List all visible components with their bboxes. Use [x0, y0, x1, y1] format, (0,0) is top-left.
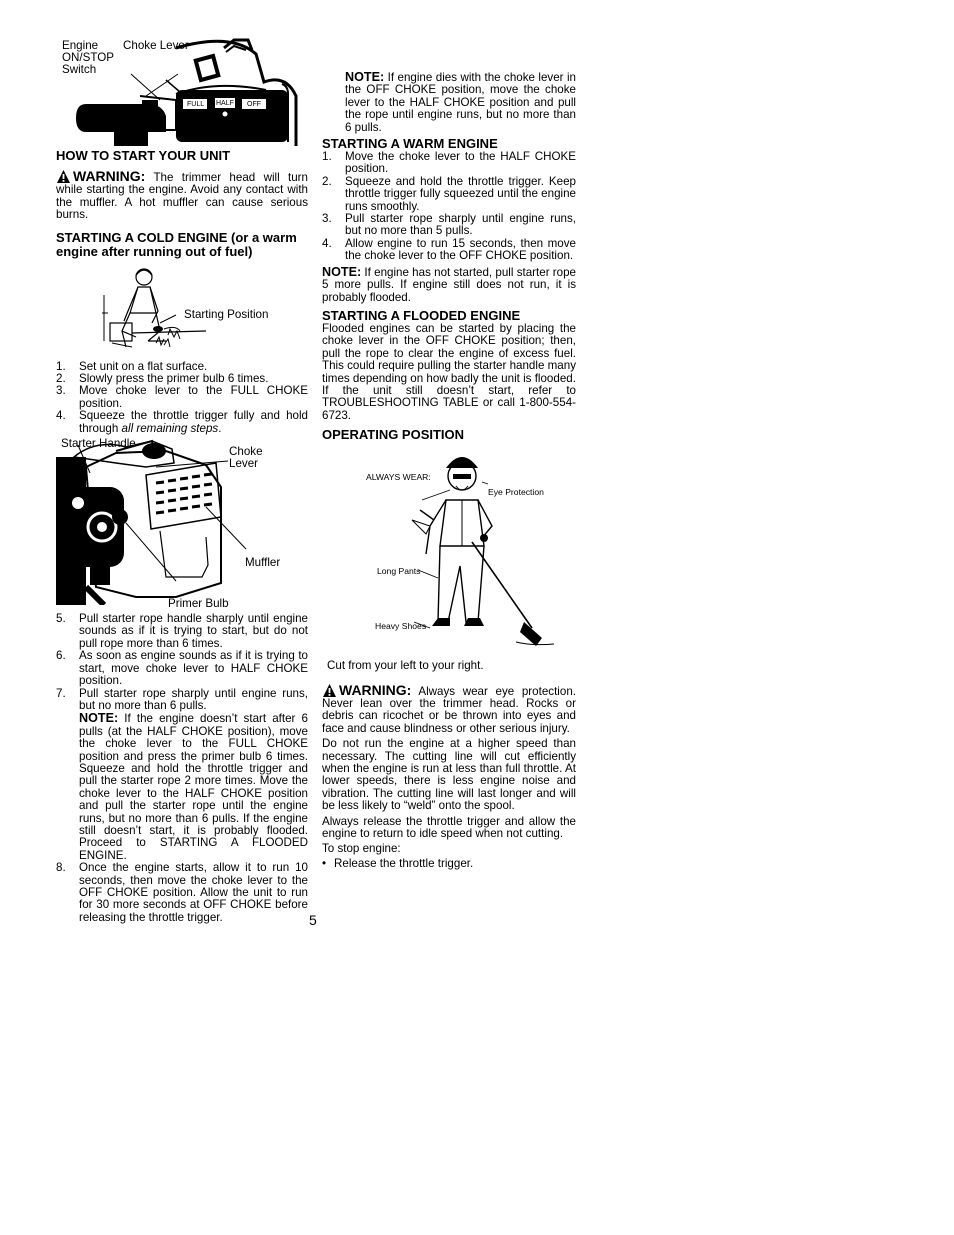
- starter-handle-label: Starter Handle: [61, 437, 136, 451]
- note-label: NOTE:: [322, 264, 362, 279]
- half-label: HALF: [216, 100, 234, 107]
- full-label: FULL: [187, 101, 205, 108]
- step-text: Pull starter rope sharply until engine runs, but no more than 5 pulls.: [345, 212, 576, 238]
- step-text: Once the engine starts, allow it to run 10 seconds, then move the choke lever to the OFF CHOKE position. Allow the unit to run for 30 more seconds at OFF CHOKE before releasing the throttle trigger.: [79, 861, 308, 924]
- step-number: 3.: [322, 212, 332, 226]
- left-column: [56, 34, 308, 924]
- warning-icon: [56, 169, 71, 184]
- operating-heading: OPERATING POSITION: [322, 427, 465, 443]
- step-text: Pull starter rope handle sharply until engine sounds as if it is trying to start, but do not pull rope more than 6 times.: [79, 612, 308, 650]
- step-text: Move the choke lever to the HALF CHOKE position.: [345, 150, 576, 176]
- list-item: [322, 238, 576, 263]
- choke-lever-label: Choke Lever: [229, 445, 263, 471]
- step-number: 2.: [322, 174, 332, 188]
- operating-caption: Cut from your left to your right.: [327, 659, 484, 673]
- step-number: 1.: [322, 150, 332, 164]
- step-number: 2.: [56, 372, 66, 386]
- choke-lever-label: Choke Lever: [123, 39, 189, 52]
- step-emphasis: all remaining steps: [121, 421, 219, 435]
- step-number: 4.: [322, 236, 332, 250]
- warning-text: Always wear eye protection. Never lean over the trimmer head. Rocks or debris can ricochet or be thrown into eyes and face and cause blindness or other serious injury.: [322, 684, 576, 735]
- operating-paragraph-1: Do not run the engine at a higher speed than necessary. The cutting line will cut efficiently when the engine is run at less than full throttle. At lower speeds, there is less engine noise and vibration. The cutting line will last longer and will be less likely to “weld” onto the spool.: [322, 737, 576, 813]
- right-column: [322, 32, 576, 870]
- list-item: [56, 385, 308, 410]
- how-to-start-heading: HOW TO START YOUR UNIT: [56, 148, 231, 163]
- heavy-shoes-label: Heavy Shoes: [375, 621, 427, 632]
- warning-label: WARNING:: [73, 168, 146, 184]
- step-number: 7.: [56, 686, 66, 700]
- list-item: [322, 176, 576, 213]
- operating-paragraph-3: To stop engine:: [322, 842, 401, 856]
- starting-position-label: Starting Position: [184, 307, 269, 321]
- page-number: 5: [309, 912, 317, 928]
- step-text: Move choke lever to the FULL CHOKE position.: [79, 384, 308, 410]
- choke-lever-illustration: [56, 34, 308, 146]
- step8-note: [322, 71, 576, 134]
- step-number: 6.: [56, 649, 66, 663]
- cold-start-heading: STARTING A COLD ENGINE (or a warm engine after running out of fuel): [56, 229, 297, 259]
- warm-start-heading: STARTING A WARM ENGINE: [322, 136, 498, 152]
- step-text: Squeeze the throttle trigger fully and hold through: [79, 409, 308, 435]
- always-wear-label: ALWAYS WEAR:: [366, 472, 431, 483]
- step-number: 3.: [56, 384, 66, 398]
- how-to-start-warning: [56, 169, 308, 222]
- step-text: Allow engine to run 15 seconds, then move the choke lever to the OFF CHOKE position.: [345, 236, 576, 263]
- step-text: Set unit on a flat surface.: [79, 359, 208, 373]
- note-label: NOTE:: [345, 70, 385, 84]
- note-text: If engine dies with the choke lever in the OFF CHOKE position, move the choke lever to the HALF CHOKE position and pull the rope until engine runs, but no more than 6 pulls.: [345, 71, 576, 134]
- list-item: [56, 862, 308, 924]
- list-item: [56, 688, 308, 863]
- step-number: 4.: [56, 409, 66, 423]
- warning-label: WARNING:: [339, 681, 412, 698]
- step-number: 5.: [56, 612, 66, 626]
- warm-start-note: [322, 266, 576, 304]
- step7-note: [79, 712, 308, 862]
- list-item: [56, 613, 308, 650]
- step-text: Pull starter rope sharply until engine runs, but no more than 6 pulls.: [79, 686, 308, 712]
- engine-switch-label: Engine ON/STOP Switch: [62, 39, 114, 76]
- long-pants-label: Long Pants: [377, 566, 421, 577]
- flooded-heading: STARTING A FLOODED ENGINE: [322, 307, 521, 323]
- note-label: NOTE:: [79, 711, 119, 726]
- step-number: 1.: [56, 359, 66, 373]
- operating-warning: [322, 683, 576, 736]
- engine-illustration: [56, 437, 308, 611]
- flooded-paragraph-2: If the unit still doesn’t start, refer to TROUBLESHOOTING TABLE or call 1-800-554-6723.: [322, 383, 576, 422]
- bullet-text: Release the throttle trigger.: [334, 856, 474, 870]
- note-text: If the engine doesn’t start after 6 pulls (at the HALF CHOKE position), move the choke lever to the FULL CHOKE position and press the primer bulb 6 times. Squeeze and hold the throttle trigger and pull the starter rope 2 more times. Move the choke lever to the HALF CHOKE position and pull the starter rope until the engine runs, but no more than 6 pulls. If the engine still doesn’t start, it is probably flooded. Proceed to STARTING A FLOODED ENGINE.: [79, 712, 308, 862]
- operator-drawing: [322, 446, 576, 662]
- step-text: Squeeze and hold the throttle trigger. Keep throttle trigger fully squeezed until the engine runs smoothly.: [345, 174, 576, 213]
- list-item: [322, 858, 576, 870]
- list-item: [322, 213, 576, 238]
- step-text-end: .: [218, 421, 222, 435]
- cold-start-steps-a: [56, 361, 308, 435]
- eye-protection-label: Eye Protection: [488, 487, 544, 498]
- kneeling-person-drawing: [56, 265, 308, 353]
- note-text: If engine has not started, pull starter rope 5 more pulls. If engine still does not run, it is probably flooded.: [322, 265, 576, 304]
- step-number: 8.: [56, 861, 66, 875]
- stop-engine-list: [322, 858, 576, 870]
- step-text: As soon as engine sounds as if it is trying to start, move choke lever to HALF CHOKE position.: [79, 649, 308, 688]
- flooded-paragraph-1: Flooded engines can be started by placing the choke lever in the OFF CHOKE position; then, pull the rope to clear the engine of excess fuel. This could require pulling the starter handle many times depending on how badly the unit is flooded.: [322, 321, 576, 385]
- bullet-mark: •: [322, 856, 327, 870]
- cold-start-steps-b: [56, 613, 308, 924]
- muffler-label: Muffler: [245, 556, 281, 570]
- operating-paragraph-2: Always release the throttle trigger and allow the engine to return to idle speed when not cutting.: [322, 814, 576, 841]
- primer-bulb-label: Primer Bulb: [168, 597, 229, 611]
- warning-text: The trimmer head will turn while starting the engine. Avoid any contact with the muffler. A hot muffler can cause serious burns.: [56, 171, 308, 222]
- list-item: [56, 650, 308, 687]
- list-item: [56, 410, 308, 435]
- warm-start-steps: [322, 151, 576, 263]
- warning-icon: [322, 683, 337, 698]
- step-text: Slowly press the primer bulb 6 times.: [79, 372, 269, 386]
- off-label: OFF: [247, 101, 261, 108]
- list-item: [322, 151, 576, 176]
- operating-position-illustration: [322, 446, 576, 662]
- starting-position-illustration: [56, 265, 308, 353]
